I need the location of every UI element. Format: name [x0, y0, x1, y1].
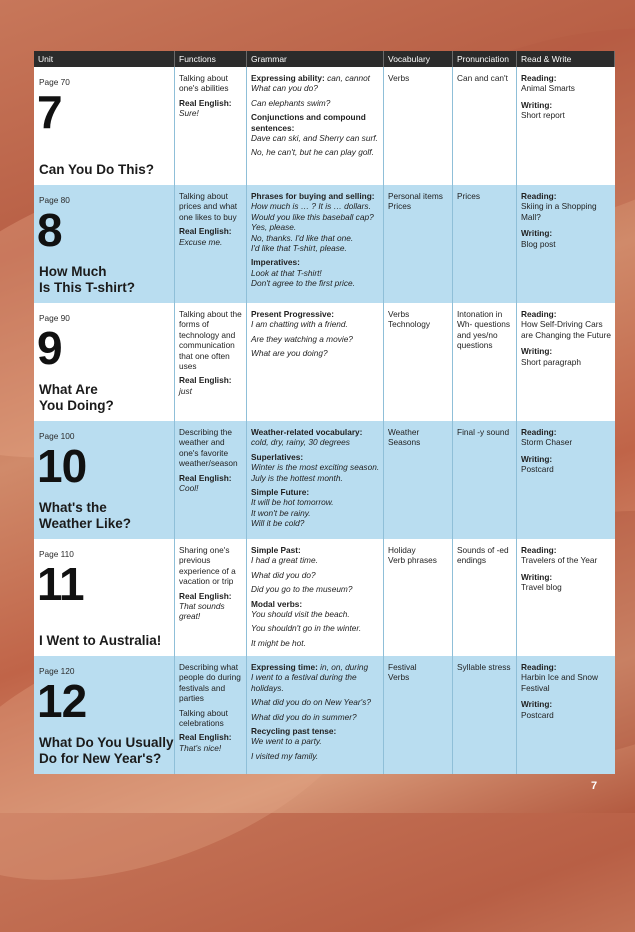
grammar-example: cold, dry, rainy, 30 degrees	[251, 437, 350, 448]
reading-label: Reading:	[521, 662, 557, 672]
grammar-heading: Superlatives:	[251, 451, 304, 462]
grammar-block	[251, 98, 380, 108]
grammar-block	[251, 545, 380, 566]
unit-page-ref: Page 80	[39, 195, 70, 205]
pronunciation-text: Final -y sound	[457, 427, 510, 437]
functions-cell	[175, 67, 247, 185]
vocabulary-cell	[384, 185, 453, 303]
real-english-label: Real English:	[179, 226, 232, 237]
unit-number: 11	[37, 558, 84, 610]
functions-cell	[175, 656, 247, 774]
grammar-heading-line	[251, 599, 380, 609]
grammar-heading-tail: in, on, during	[317, 662, 369, 672]
grammar-block	[251, 584, 380, 594]
vocabulary-cell	[384, 539, 453, 656]
real-english-phrase: just	[179, 385, 192, 396]
grammar-cell	[247, 539, 384, 656]
grammar-heading: Simple Past:	[251, 545, 301, 555]
grammar-block	[251, 662, 380, 693]
grammar-cell	[247, 185, 384, 303]
grammar-cell	[247, 656, 384, 774]
grammar-block	[251, 191, 380, 253]
grammar-heading: Phrases for buying and selling:	[251, 191, 375, 201]
grammar-example: I visited my family.	[251, 750, 319, 761]
grammar-heading-line	[251, 662, 380, 672]
pronunciation-cell	[453, 303, 517, 421]
functions-cell	[175, 539, 247, 656]
grammar-heading-line	[251, 257, 380, 267]
grammar-cell	[247, 303, 384, 421]
writing-task: Postcard	[521, 709, 554, 720]
writing-label: Writing:	[521, 99, 553, 110]
writing-label: Writing:	[521, 699, 553, 710]
grammar-example: Look at that T-shirt!	[251, 267, 322, 278]
real-english-label: Real English:	[179, 590, 232, 601]
grammar-example: It might be hot.	[251, 637, 306, 648]
grammar-block	[251, 427, 380, 448]
grammar-example: July is the hottest month.	[251, 472, 343, 483]
writing-task: Short paragraph	[521, 356, 581, 367]
grammar-heading: Modal verbs:	[251, 598, 303, 609]
grammar-heading-line	[251, 545, 380, 555]
read-write-cell	[517, 539, 615, 656]
grammar-example: Did you go to the museum?	[251, 584, 353, 595]
real-english-phrase: Sure!	[179, 108, 199, 119]
grammar-block	[251, 751, 380, 761]
grammar-cell	[247, 421, 384, 539]
grammar-example: You shouldn't go in the winter.	[251, 623, 362, 634]
grammar-example: Will it be cold?	[251, 518, 305, 529]
unit-cell	[34, 67, 175, 185]
page-number: 7	[591, 780, 598, 792]
unit-number: 12	[37, 675, 87, 727]
grammar-example: No, he can't, but he can play golf.	[251, 147, 374, 158]
grammar-block	[251, 73, 380, 94]
writing-task: Postcard	[521, 464, 554, 475]
vocabulary-text: Festival Verbs	[388, 662, 417, 683]
vocabulary-cell	[384, 67, 453, 185]
unit-page-ref: Page 110	[39, 549, 74, 559]
header-vocabulary: Vocabulary	[384, 51, 453, 67]
unit-cell	[34, 421, 175, 539]
reading-label: Reading:	[521, 309, 557, 319]
pronunciation-cell	[453, 421, 517, 539]
pronunciation-cell	[453, 185, 517, 303]
reading-label: Reading:	[521, 73, 557, 83]
vocabulary-text: Holiday Verb phrases	[388, 545, 437, 566]
grammar-block	[251, 309, 380, 330]
grammar-example: What are you doing?	[251, 348, 328, 359]
grammar-block	[251, 623, 380, 633]
grammar-example: I went to a festival during the holidays.	[251, 672, 357, 693]
grammar-example: Winter is the most exciting season.	[251, 462, 380, 473]
vocabulary-cell	[384, 303, 453, 421]
grammar-example: What did you do?	[251, 569, 316, 580]
grammar-example: It will be hot tomorrow.	[251, 497, 334, 508]
writing-task: Blog post	[521, 238, 556, 249]
real-english-label: Real English:	[179, 732, 232, 743]
unit-cell	[34, 539, 175, 656]
reading-title: Animal Smarts	[521, 83, 575, 94]
unit-title: I Went to Australia!	[39, 633, 162, 648]
grammar-example: I'd like that T-shirt, please.	[251, 243, 347, 254]
grammar-example: We went to a party.	[251, 736, 322, 747]
unit-number: 10	[37, 440, 87, 492]
functions-text: Talking about celebrations	[179, 707, 228, 729]
grammar-heading: Present Progressive:	[251, 309, 335, 319]
writing-label: Writing:	[521, 346, 553, 357]
contents-table	[34, 51, 615, 774]
grammar-heading: Expressing time:	[251, 662, 318, 672]
functions-cell	[175, 303, 247, 421]
pronunciation-cell	[453, 539, 517, 656]
reading-label: Reading:	[521, 545, 557, 555]
grammar-heading: Weather-related vocabulary:	[251, 427, 363, 437]
grammar-heading-line	[251, 191, 380, 201]
reading-title: Storm Chaser	[521, 437, 573, 448]
read-write-cell	[517, 185, 615, 303]
vocabulary-cell	[384, 656, 453, 774]
real-english-label: Real English:	[179, 472, 232, 483]
grammar-block	[251, 348, 380, 358]
real-english-label: Real English:	[179, 375, 232, 386]
unit-page-ref: Page 90	[39, 313, 70, 323]
functions-text: Describing what people do during festivals and parties	[179, 662, 241, 704]
grammar-heading-line	[251, 427, 380, 437]
header-pronunciation: Pronunciation	[453, 51, 517, 67]
grammar-block	[251, 697, 380, 707]
functions-text: Describing the weather and one's favorite weather/season	[179, 427, 238, 469]
unit-number: 9	[37, 322, 62, 374]
grammar-heading-line	[251, 726, 380, 736]
grammar-example: It won't be rainy.	[251, 507, 311, 518]
unit-page-ref: Page 120	[39, 666, 75, 676]
grammar-heading: Conjunctions and compound sentences:	[251, 112, 366, 133]
writing-label: Writing:	[521, 453, 553, 464]
grammar-example: What can you do?	[251, 83, 318, 94]
read-write-cell	[517, 67, 615, 185]
functions-cell	[175, 185, 247, 303]
grammar-example: Are they watching a movie?	[251, 333, 353, 344]
read-write-cell	[517, 421, 615, 539]
real-english-phrase: Excuse me.	[179, 236, 223, 247]
reading-title: How Self-Driving Cars are Changing the Future	[521, 319, 611, 340]
grammar-example: No, thanks. I'd like that one.	[251, 232, 354, 243]
pronunciation-cell	[453, 67, 517, 185]
grammar-heading: Expressing ability:	[251, 73, 325, 83]
grammar-heading: Simple Future:	[251, 487, 310, 498]
pronunciation-text: Sounds of -ed endings	[457, 545, 509, 566]
vocabulary-text: Weather Seasons	[388, 427, 421, 448]
pronunciation-text: Syllable stress	[457, 662, 511, 672]
vocabulary-text: Verbs	[388, 73, 410, 83]
grammar-example: I had a great time.	[251, 555, 318, 566]
real-english-label: Real English:	[179, 97, 232, 108]
reading-title: Skiing in a Shopping Mall?	[521, 201, 597, 222]
grammar-example: Can elephants swim?	[251, 97, 331, 108]
grammar-cell	[247, 67, 384, 185]
functions-text: Talking about prices and what one likes to buy	[179, 191, 238, 222]
functions-cell	[175, 421, 247, 539]
unit-page-ref: Page 70	[39, 77, 70, 87]
writing-label: Writing:	[521, 228, 553, 239]
grammar-block	[251, 599, 380, 620]
unit-title: What Do You Usually Do for New Year's?	[39, 735, 174, 766]
grammar-example: You should visit the beach.	[251, 609, 350, 620]
grammar-example: How much is … ? It is … dollars.	[251, 201, 371, 212]
grammar-heading: Imperatives:	[251, 257, 300, 268]
pronunciation-text: Prices	[457, 191, 481, 201]
functions-text: Sharing one's previous experience of a vacation or trip	[179, 545, 236, 587]
grammar-example: What did you do in summer?	[251, 711, 357, 722]
real-english-phrase: That sounds great!	[179, 601, 225, 622]
grammar-block	[251, 712, 380, 722]
unit-cell	[34, 185, 175, 303]
writing-task: Short report	[521, 110, 565, 121]
grammar-heading-tail: can, cannot	[324, 73, 370, 83]
grammar-heading-line	[251, 452, 380, 462]
pronunciation-text: Can and can't	[457, 73, 508, 83]
grammar-block	[251, 257, 380, 288]
grammar-heading-line	[251, 487, 380, 497]
real-english-phrase: Cool!	[179, 483, 199, 494]
unit-title: What's the Weather Like?	[39, 500, 132, 531]
functions-text: Talking about the forms of technology and communication that one often uses	[179, 309, 242, 372]
grammar-block	[251, 147, 380, 157]
unit-title: Can You Do This?	[39, 162, 155, 177]
unit-title: What Are You Doing?	[39, 382, 114, 413]
unit-title: How Much Is This T-shirt?	[39, 264, 136, 295]
unit-page-ref: Page 100	[39, 431, 75, 441]
grammar-example: I am chatting with a friend.	[251, 319, 348, 330]
pronunciation-text: Intonation in Wh- questions and yes/no questions	[457, 309, 511, 351]
unit-number: 8	[37, 204, 62, 256]
header-read-write: Read & Write	[517, 51, 615, 67]
functions-text: Talking about one's abilities	[179, 73, 229, 94]
unit-number: 7	[37, 86, 62, 138]
grammar-block	[251, 112, 380, 143]
grammar-block	[251, 726, 380, 747]
reading-label: Reading:	[521, 191, 557, 201]
unit-cell	[34, 656, 175, 774]
header-grammar: Grammar	[247, 51, 384, 67]
grammar-example: Dave can ski, and Sherry can surf.	[251, 133, 378, 144]
grammar-example: Would you like this baseball cap?	[251, 211, 374, 222]
grammar-example: Don't agree to the first price.	[251, 278, 355, 289]
writing-label: Writing:	[521, 571, 553, 582]
writing-task: Travel blog	[521, 582, 562, 593]
reading-title: Harbin Ice and Snow Festival	[521, 672, 599, 693]
grammar-heading-line	[251, 73, 380, 83]
grammar-block	[251, 638, 380, 648]
vocabulary-text: Verbs Technology	[388, 309, 430, 330]
grammar-heading-line	[251, 112, 380, 133]
grammar-example: What did you do on New Year's?	[251, 697, 371, 708]
real-english-phrase: That's nice!	[179, 742, 222, 753]
reading-title: Travelers of the Year	[521, 555, 598, 566]
unit-cell	[34, 303, 175, 421]
grammar-block	[251, 487, 380, 529]
header-unit: Unit	[34, 51, 175, 67]
grammar-block	[251, 452, 380, 483]
header-functions: Functions	[175, 51, 247, 67]
pronunciation-cell	[453, 656, 517, 774]
reading-label: Reading:	[521, 427, 557, 437]
read-write-cell	[517, 656, 615, 774]
read-write-cell	[517, 303, 615, 421]
vocabulary-text: Personal items Prices	[388, 191, 443, 212]
vocabulary-cell	[384, 421, 453, 539]
grammar-heading: Recycling past tense:	[251, 726, 337, 737]
grammar-block	[251, 334, 380, 344]
grammar-heading-line	[251, 309, 380, 319]
grammar-example: Yes, please.	[251, 222, 297, 233]
grammar-block	[251, 570, 380, 580]
